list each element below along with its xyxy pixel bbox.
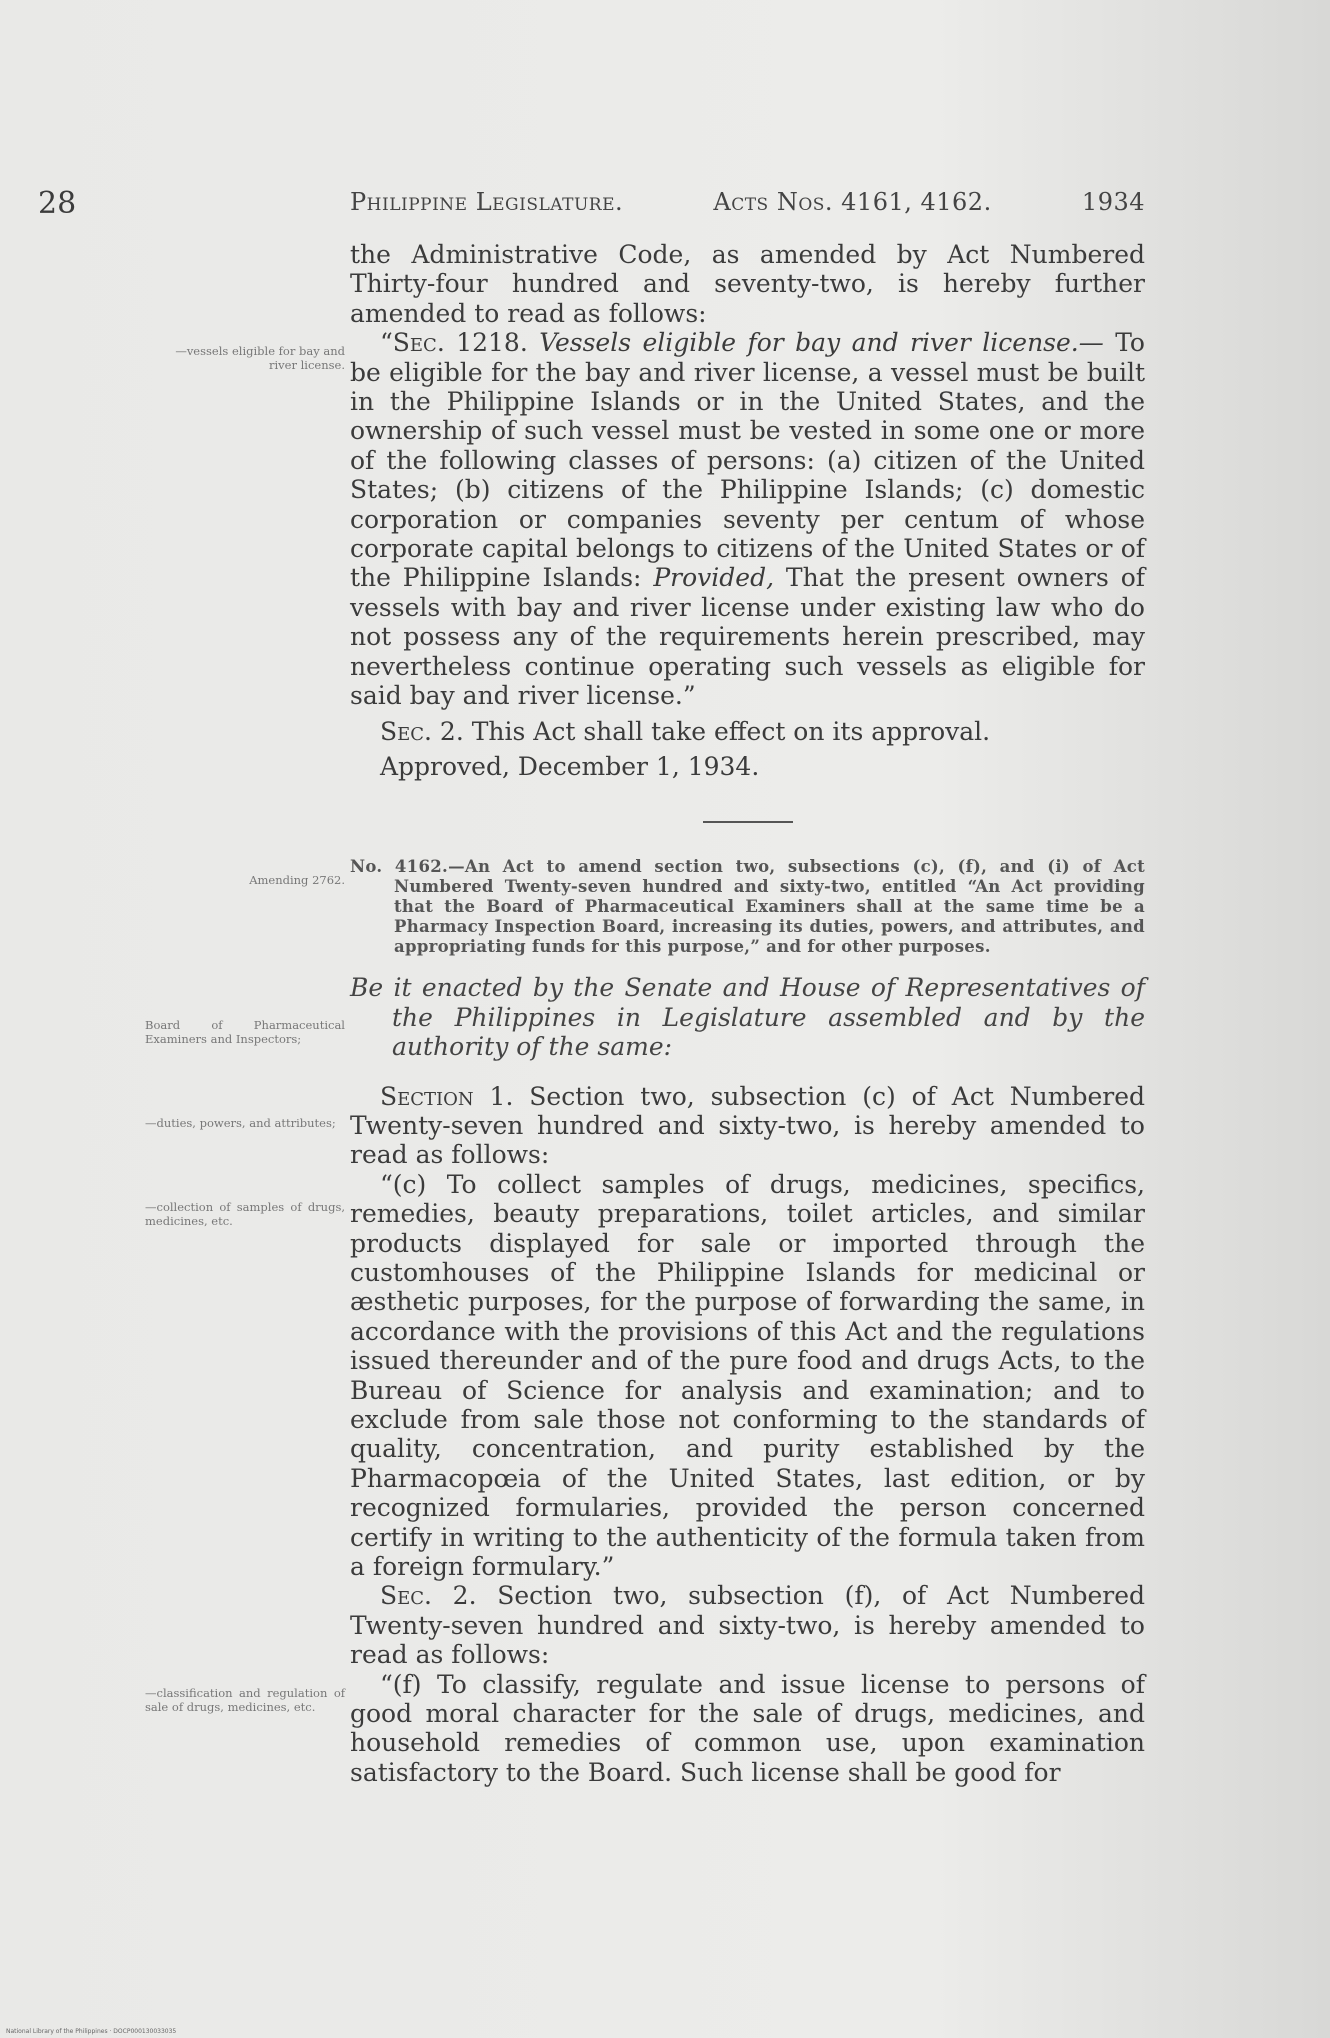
paragraph <box>350 1082 1145 1170</box>
margin-note: —duties, powers, and attributes; <box>145 1116 336 1130</box>
page-number: 28 <box>38 186 77 221</box>
body-text <box>350 240 1145 1787</box>
paragraph <box>350 1581 1145 1669</box>
approval-line: Approved, December 1, 1934. <box>380 751 760 781</box>
margin-note: —collection of samples of drugs, medicines, etc. <box>145 1200 345 1228</box>
provided-word: Provided, <box>653 563 775 593</box>
paragraph-section-1218 <box>350 328 1145 710</box>
running-header <box>350 188 1145 216</box>
margin-note: —vessels eligible for bay and river license. <box>175 344 345 372</box>
section-text: To be eligible for the bay and river license, a vessel must be built in the Philippine Islands or in the United States, and the ownership of such vessel must be vested in some one or more of the following classes of persons: (a) citizen of the United States; (b) citizens of the Philippine Islands; (c) domestic corporation or companies seventy per centum of whose corporate capital belongs to citizens of the United States or of the Philippine Islands: <box>350 328 1145 593</box>
margin-note: Board of Pharmaceutical Examiners and Inspectors; <box>145 1018 345 1046</box>
header-left: Philippine Legislature. <box>350 188 624 216</box>
paragraph: “(f) To classify, regulate and issue license to persons of good moral character for the sale of drugs, medicines, and household remedies of common use, upon examination satisfactory to the Board. Such license shall be good for <box>350 1669 1145 1787</box>
enacting-clause: Be it enacted by the Senate and House of Representatives of the Philippines in Legislature assembled and by the authority of the same: <box>350 973 1145 1062</box>
act-title: No. 4162.—An Act to amend section two, subsections (c), (f), and (i) of Act Numbered Twenty-seven hundred and sixty-two, entitled “An Act providing that the Board of Pharmaceutical Examiners shall at the same time be a Pharmacy Inspection Board, increasing its duties, powers, and attributes, and appropriating funds for this purpose,” and for other purposes. <box>350 857 1145 957</box>
section-label: Section 1. <box>380 1081 514 1111</box>
header-acts: Acts Nos. 4161, 4162. <box>713 188 992 216</box>
paragraph: “(c) To collect samples of drugs, medicines, specifics, remedies, beauty preparations, toilet articles, and similar products displayed for sale or imported through the customhouses of the Philippine Islands for medicinal or æsthetic purposes, for the purpose of forwarding the same, in accordance with the provisions of this Act and the regulations issued thereunder and of the pure food and drugs Acts, to the Bureau of Science for analysis and examination; and to exclude from sale those not conforming to the standards of quality, concentration, and purity established by the Pharmacopœia of the United States, last edition, or by recognized formularies, provided the person concerned certify in writing to the authenticity of the formula taken from a foreign formulary.” <box>350 1169 1145 1582</box>
section-text: That the present owners of vessels with bay and river license under existing law who do not possess any of the requirements herein prescribed, may nevertheless continue operating such vessels as eligible for said bay and river license.” <box>350 563 1145 711</box>
scan-footer: National Library of the Philippines · DOCP000130033035 <box>6 2028 177 2035</box>
margin-note: Amending 2762. <box>249 873 345 887</box>
paragraph: the Administrative Code, as amended by Act Numbered Thirty-four hundred and seventy-two, is hereby further amended to read as follows: <box>350 240 1145 328</box>
section-text: This Act shall take effect on its approval. <box>471 716 991 746</box>
section-divider <box>703 821 793 823</box>
section-heading: Vessels eligible for bay and river license.— <box>539 328 1104 358</box>
section-label: Sec. 2. <box>380 1581 477 1611</box>
section-label: Sec. 2. <box>380 716 464 746</box>
margin-note: —classification and regulation of sale of drugs, medicines, etc. <box>145 1686 345 1714</box>
section-text: Section two, subsection (c) of Act Numbered Twenty-seven hundred and sixty-two, is hereby amended to read as follows: <box>350 1081 1145 1170</box>
header-year: 1934 <box>1081 188 1145 216</box>
paragraph <box>350 717 1145 746</box>
section-label: “Sec. 1218. <box>380 328 528 358</box>
section-text: Section two, subsection (f), of Act Numbered Twenty-seven hundred and sixty-two, is hereby amended to read as follows: <box>350 1581 1145 1670</box>
